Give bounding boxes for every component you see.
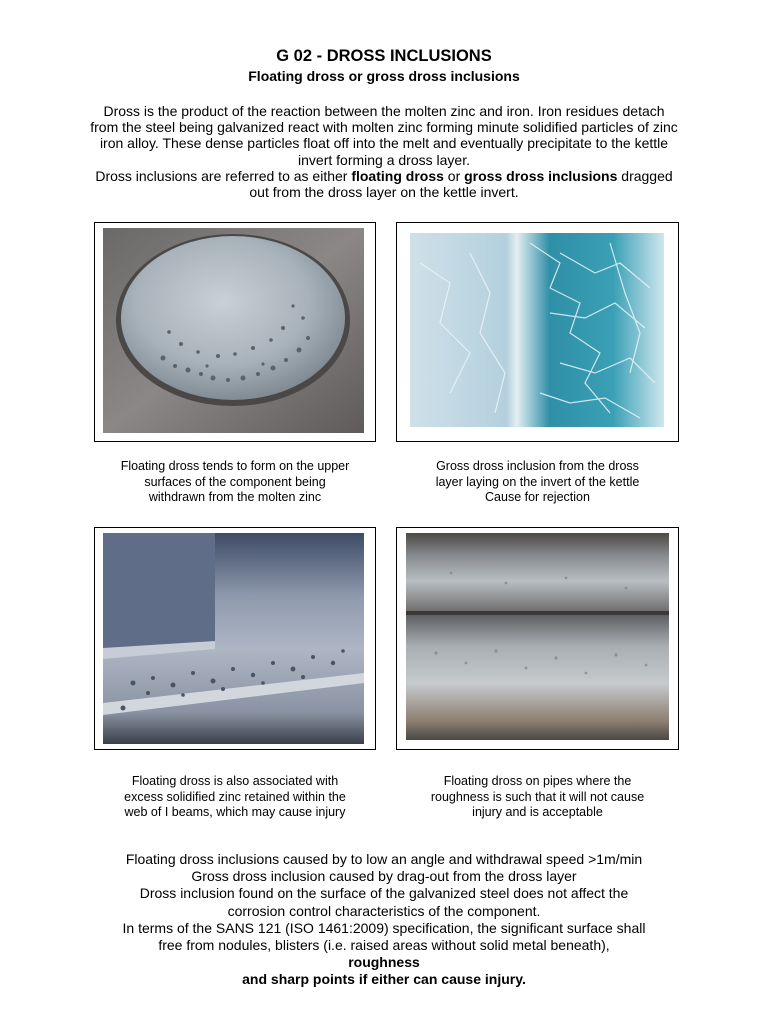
caption-line: withdrawn from the molten zinc (148, 490, 322, 504)
caption-line: excess solidified zinc retained within the (124, 789, 346, 804)
photo-i-beam-dross (103, 533, 364, 744)
closing-line-6-text: free from nodules, blisters (i.e. raised areas without solid metal beneath), (158, 937, 610, 954)
figure-caption-1 (94, 459, 376, 506)
photo-pipes-dross (406, 533, 669, 740)
intro-paragraph-1: Dross is the product of the reaction between the molten zinc and iron. Iron residues detach from the steel being galvanized react with molten zinc forming minute solidified particles of zinc iron alloy. These dense particles float off into the melt and eventually precipitate to the kettle invert forming a dross layer. (90, 103, 678, 168)
closing-line: Floating dross inclusions caused by to low an angle and withdrawal speed >1m/min (125, 851, 643, 867)
intro-p2-mid: or (443, 167, 465, 184)
intro-p2-end: dragged out from the dross layer on the kettle invert. (249, 167, 673, 201)
closing-line: Gross dross inclusion caused by drag-out from the dross layer (191, 868, 577, 885)
caption-line: surfaces of the component being (144, 474, 326, 489)
intro-text (90, 103, 678, 200)
page-subtitle: Floating dross or gross dross inclusions (248, 68, 520, 84)
figure-caption-2 (396, 459, 679, 506)
photo-floating-dross-hole (103, 228, 364, 433)
figure-caption-3 (94, 774, 376, 821)
intro-paragraph-2 (90, 168, 678, 200)
intro-p2-start: Dross inclusions are referred to as either (95, 167, 352, 184)
closing-line-6 (70, 937, 698, 971)
caption-line: Floating dross on pipes where the (443, 774, 632, 788)
caption-line: web of I beams, which may cause injury (124, 805, 346, 819)
caption-line: injury and is acceptable (472, 805, 603, 819)
caption-line: Gross dross inclusion from the dross (436, 459, 639, 473)
closing-text (70, 851, 698, 989)
caption-line: Cause for rejection (485, 490, 590, 504)
caption-line: Floating dross is also associated with (131, 774, 339, 788)
intro-p2-bold-gross: gross dross inclusions (464, 167, 618, 184)
photo-gross-dross-inclusion (410, 233, 664, 427)
figure-caption-4 (396, 774, 679, 821)
closing-line: In terms of the SANS 121 (ISO 1461:2009) specification, the significant surface shall (122, 919, 646, 936)
page-title: G 02 - DROSS INCLUSIONS (276, 47, 492, 65)
intro-p2-bold-floating: floating dross (351, 167, 444, 184)
closing-line-6-bold: roughness (348, 954, 420, 971)
caption-line: Floating dross tends to form on the upper (120, 459, 350, 473)
closing-line: corrosion control characteristics of the component. (227, 902, 541, 919)
caption-line: layer laying on the invert of the kettle (435, 474, 640, 489)
caption-line: roughness is such that it will not cause (430, 789, 645, 804)
closing-line-7-bold: and sharp points if either can cause injury. (242, 971, 526, 988)
closing-line: Dross inclusion found on the surface of the galvanized steel does not affect the (139, 885, 629, 902)
